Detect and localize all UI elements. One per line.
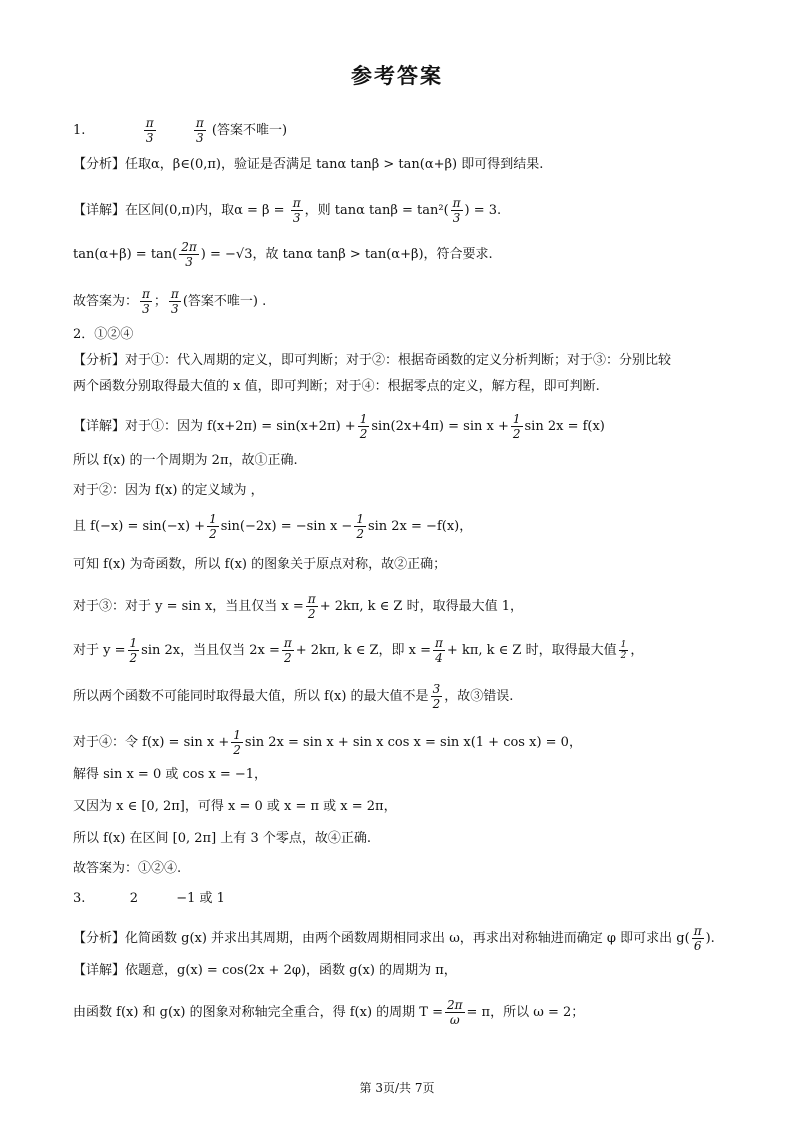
q2-detail-6: 对于③：对于 y = sin x，当且仅当 x = $\frac{\pi}{2}$ + 2kπ, k ∈ Z 时，取得最大值 1， <box>73 592 524 621</box>
q3-analysis: 【分析】化简函数 g(x) 并求出其周期，由两个函数周期相同求出 ω，再求出对称轴进而确定 φ 即可求出 g( $\frac{\pi}{6}$ ). <box>73 924 715 953</box>
q2-detail-8: 所以两个函数不可能同时取得最大值，所以 f(x) 的最大值不是 $\frac{3}{2}$ ，故③错误. <box>73 682 514 711</box>
q2-detail-4: 且 f(−x) = sin(−x) + $\frac{1}{2}$ sin(−2x) = −sin x − $\frac{1}{2}$ sin 2x = −f(x)， <box>73 512 473 541</box>
q1-detail-2: tan(α+β) = tan( $\frac{2\pi}{3}$ ) = −√3，故 tanα tanβ > tan(α+β)，符合要求. <box>73 240 493 269</box>
q2-detail-5: 可知 f(x) 为奇函数，所以 f(x) 的图象关于原点对称，故②正确； <box>73 557 447 572</box>
q2-detail-7: 对于 y = $\frac{1}{2}$ sin 2x，当且仅当 2x = $\frac{\pi}{2}$ + 2kπ, k ∈ Z，即 x = $\frac{\pi}{4}$ + kπ, k ∈ Z 时，取得最大值 $\frac{1}{2}$ ， <box>73 636 644 665</box>
q3-answer-2: −1 或 1 <box>176 891 225 906</box>
q2-analysis-1: 【分析】对于①：代入周期的定义，即可判断；对于②：根据奇函数的定义分析判断；对于③：分别比较 <box>73 353 672 368</box>
q1-answer-2: $\frac{\pi}{3}$ <box>195 116 204 145</box>
page-title: 参考答案 <box>351 64 443 88</box>
q2-detail-13: 故答案为：①②④. <box>73 861 182 876</box>
q1-analysis: 【分析】任取α，β∈(0,π)，验证是否满足 tanα tanβ > tan(α+β) 即可得到结果. <box>73 157 544 172</box>
q3-answer-1: 2 <box>129 891 138 906</box>
q1-final-answer: 故答案为： $\frac{\pi}{3}$ ； $\frac{\pi}{3}$ (答案不唯一) . <box>73 287 267 316</box>
q3-detail-2: 由函数 f(x) 和 g(x) 的图象对称轴完全重合，得 f(x) 的周期 T = $\frac{2\pi}{\omega}$ = π，所以 ω = 2； <box>73 998 585 1027</box>
q1-answer-line <box>73 116 734 145</box>
q2-detail-9: 对于④：令 f(x) = sin x + $\frac{1}{2}$ sin 2x = sin x + sin x cos x = sin x(1 + cos x) = 0， <box>73 728 582 757</box>
q2-detail-2: 所以 f(x) 的一个周期为 2π，故①正确. <box>73 453 298 468</box>
q1-answer-note: (答案不唯一) <box>211 123 288 138</box>
q1-answer-1: $\frac{\pi}{3}$ <box>145 116 154 145</box>
q3-number: 3. <box>73 891 86 906</box>
page-footer: 第 3页/共 7页 <box>359 1081 435 1095</box>
q3-detail: 【详解】依题意，g(x) = cos(2x + 2φ)，函数 g(x) 的周期为 π， <box>73 963 457 978</box>
q2-detail-3: 对于②：因为 f(x) 的定义域为 ， <box>73 483 264 498</box>
q3-answer-line <box>73 890 734 908</box>
q2-detail-11: 又因为 x ∈ [0, 2π]，可得 x = 0 或 x = π 或 x = 2π， <box>73 799 397 814</box>
q1-number: 1. <box>73 123 86 138</box>
q1-detail: 【详解】在区间(0,π)内，取α = β = $\frac{\pi}{3}$ ，则 tanα tanβ = tan²( $\frac{\pi}{3}$ ) = 3. <box>73 196 502 225</box>
q2-analysis-2: 两个函数分别取得最大值的 x 值，即可判断；对于④：根据零点的定义，解方程，即可判断. <box>73 379 600 394</box>
q2-detail-1: 【详解】对于①：因为 f(x+2π) = sin(x+2π) + $\frac{1}{2}$ sin(2x+4π) = sin x + $\frac{1}{2}$ sin 2x = f(x) <box>73 412 605 441</box>
q2-detail-12: 所以 f(x) 在区间 [0, 2π] 上有 3 个零点，故④正确. <box>73 831 371 846</box>
q2-header: 2．①②④ <box>73 327 134 342</box>
q2-detail-10: 解得 sin x = 0 或 cos x = −1， <box>73 767 268 782</box>
